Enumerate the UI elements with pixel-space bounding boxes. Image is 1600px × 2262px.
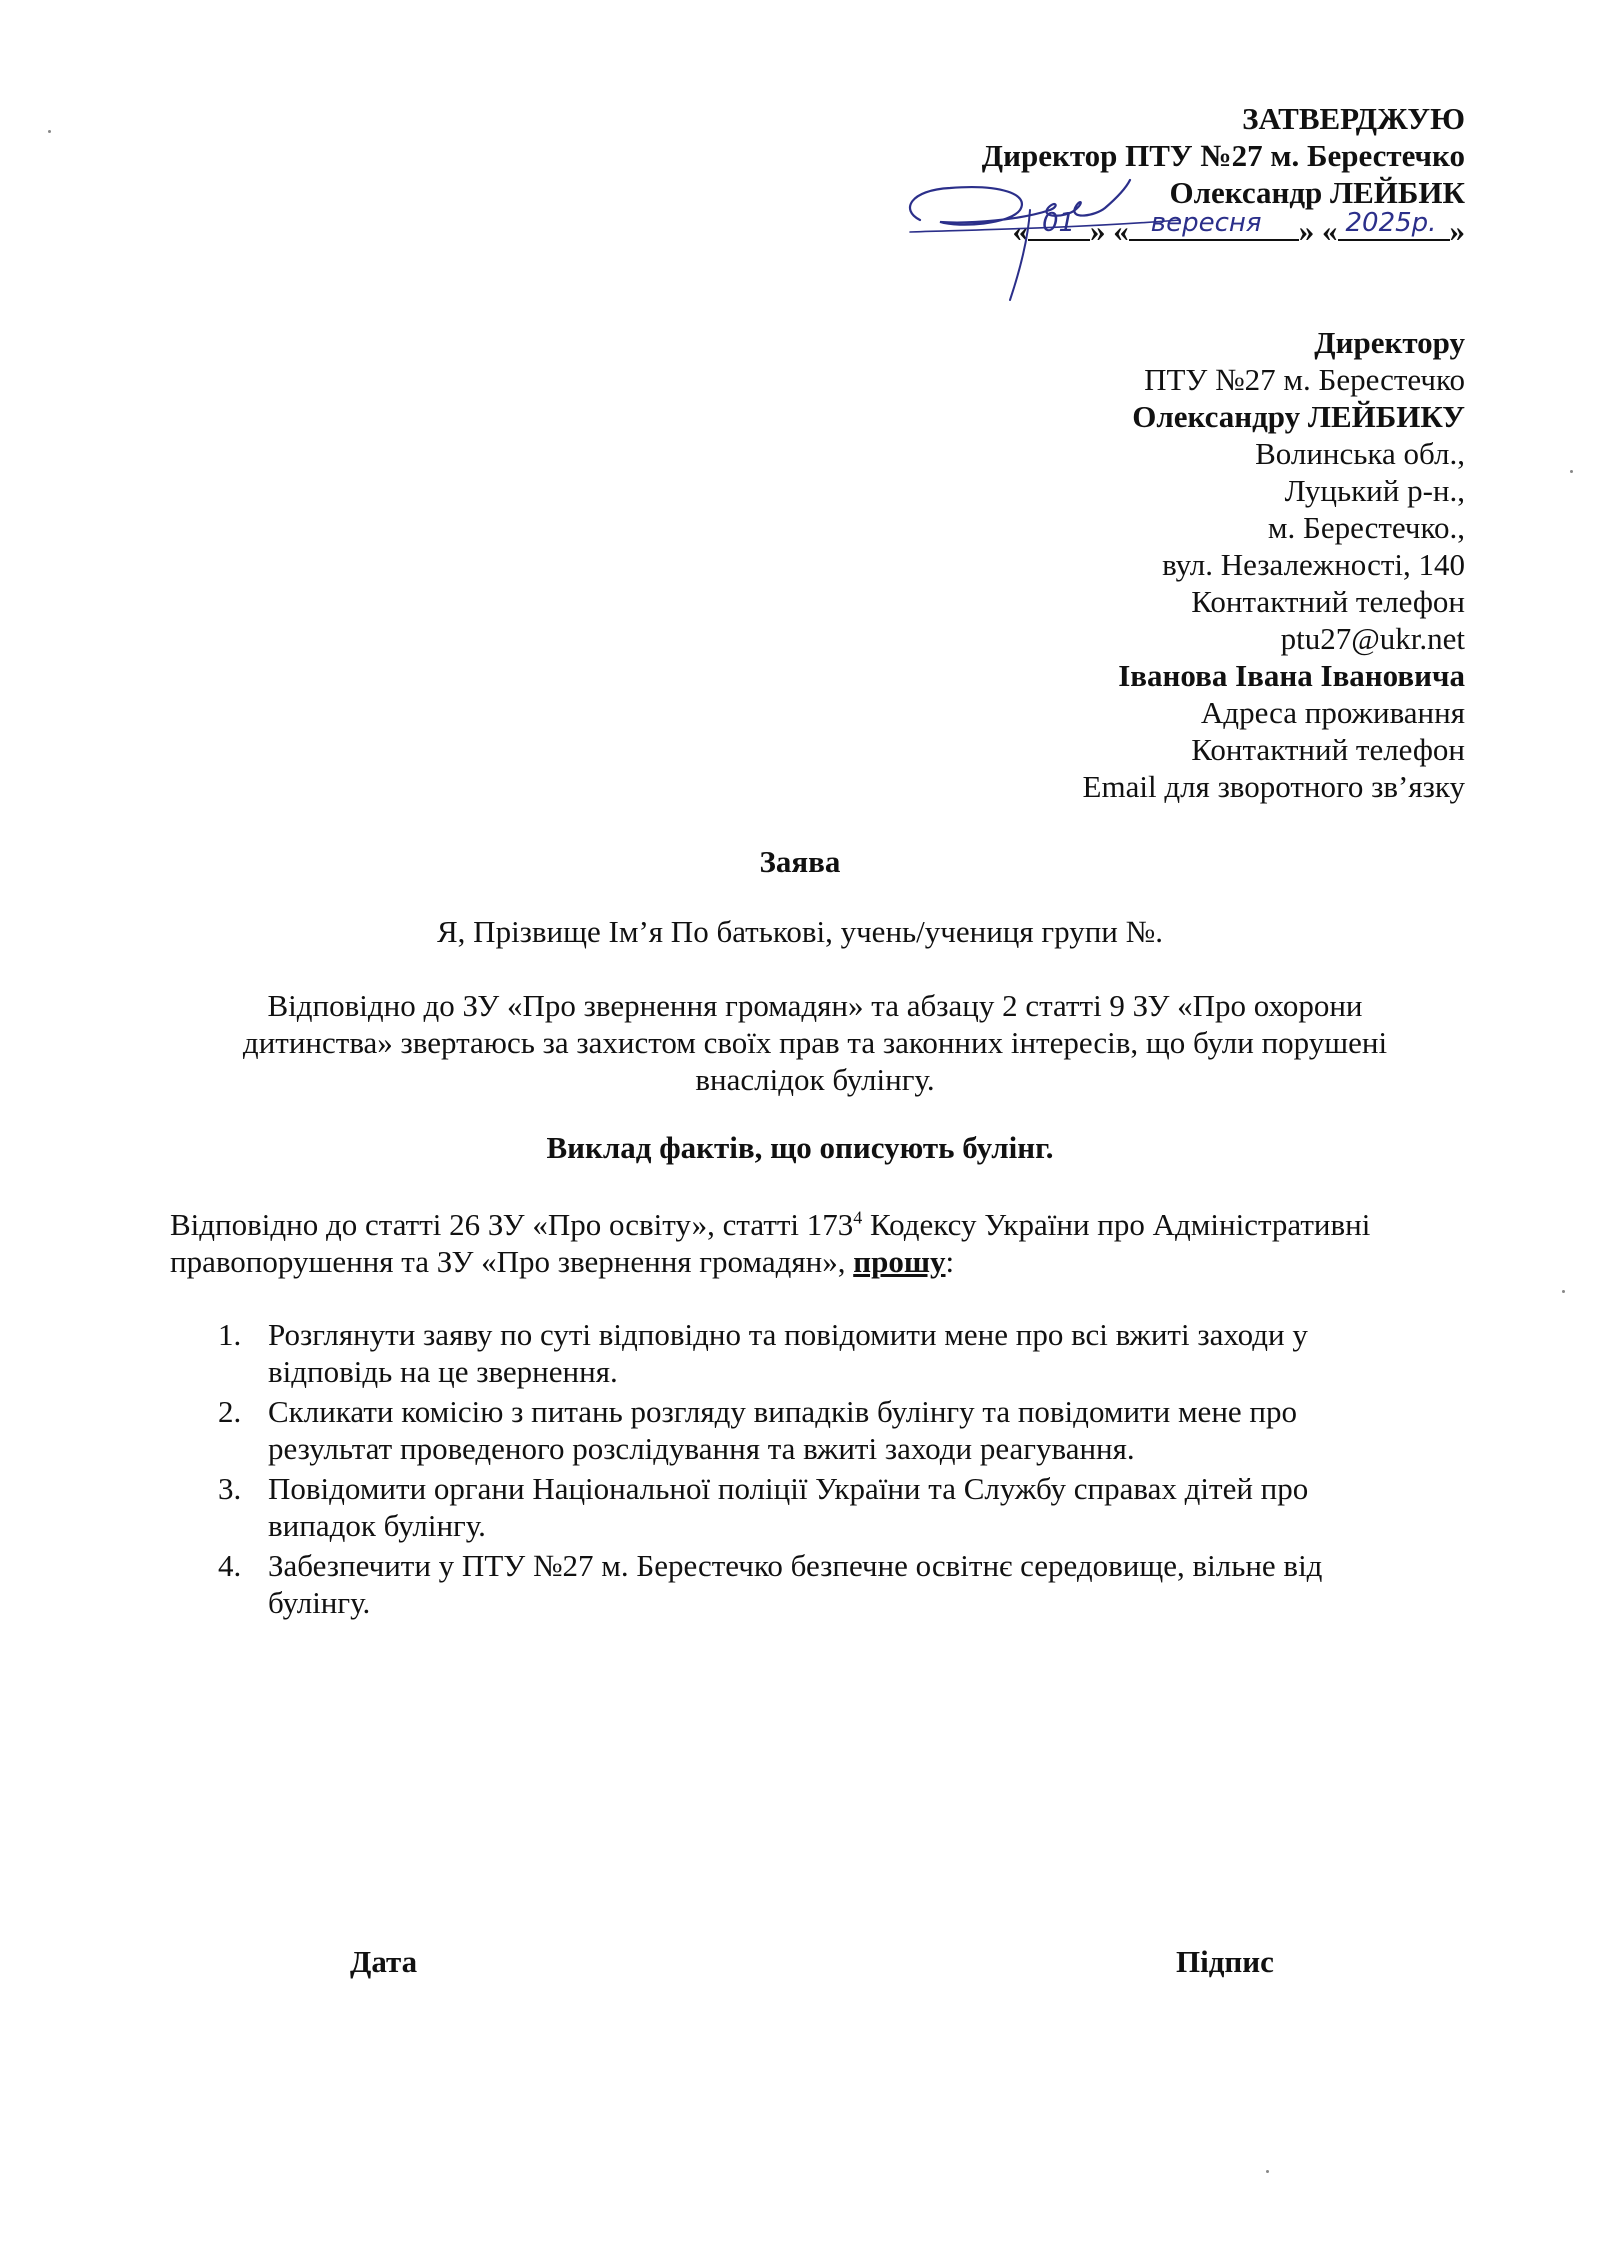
request-paragraph: Відповідно до статті 26 ЗУ «Про освіту», статті $173^4$ Кодексу України про Адміністративні правопорушення та ЗУ «Про звернення громадян», прошу: [170, 1207, 1371, 1279]
scan-speck [1266, 2170, 1269, 2173]
list-item: 3. Повідомити органи Національної поліції України та Службу справах дітей про випадок булінгу. [218, 1471, 1309, 1543]
scan-speck [1562, 1290, 1565, 1293]
date-year-blank [1338, 208, 1450, 241]
address-street: вул. Незалежності, 140 [1162, 547, 1465, 582]
from-address: Адреса проживання [1200, 695, 1465, 730]
approval-name: Олександр ЛЕЙБИК [1169, 175, 1465, 210]
address-district: Луцький р-н., [1284, 473, 1465, 508]
to-title: Директору [1314, 325, 1465, 360]
approval-position: Директор ПТУ №27 м. Берестечко [981, 138, 1465, 173]
article-superscript: 4 [853, 1207, 863, 1228]
handwritten-year: 2025р. [1345, 208, 1437, 238]
from-email: Email для зворотного зв’язку [1082, 769, 1465, 804]
from-phone: Контактний телефон [1191, 732, 1465, 767]
to-org: ПТУ №27 м. Берестечко [1144, 362, 1465, 397]
handwritten-day: 01 [1042, 208, 1076, 238]
date-label: Дата [350, 1944, 418, 1979]
address-city: м. Берестечко., [1267, 510, 1465, 545]
signature-scribble-icon [880, 150, 1210, 310]
document-title: Заява [759, 844, 841, 879]
intro-line: Я, Прізвище Ім’я По батькові, учень/учениця групи №. [437, 914, 1163, 949]
handwritten-month: вересня [1150, 208, 1262, 238]
scan-speck [48, 130, 51, 133]
addressee-block [1083, 324, 1465, 805]
request-keyword: прошу [853, 1244, 946, 1279]
request-list [218, 1316, 1398, 1624]
address-region: Волинська обл., [1255, 436, 1465, 471]
list-item: 4. Забезпечити у ПТУ №27 м. Берестечко безпечне освітнє середовище, вільне від булінгу. [218, 1548, 1323, 1620]
from-name: Іванова Івана Івановича [1118, 658, 1465, 693]
org-email: ptu27@ukr.net [1280, 621, 1465, 656]
approval-date-line: « 01 » « вересня » « 2025р. » [982, 211, 1465, 249]
list-item: 2. Скликати комісію з питань розгляду випадків булінгу та повідомити мене про результат проведеного розслідування та вжиті заходи реагування. [218, 1394, 1298, 1466]
main-paragraph: Відповідно до ЗУ «Про звернення громадян» та абзацу 2 статті 9 ЗУ «Про охорони дитинства» звертаюсь за захистом своїх прав та законних інтересів, що були порушені внаслідок булінгу. [242, 988, 1388, 1097]
facts-subtitle: Виклад фактів, що описують булінг. [546, 1130, 1054, 1165]
list-item: 1. Розглянути заяву по суті відповідно та повідомити мене про всі вжиті заходи у відповідь на це звернення. [218, 1317, 1308, 1389]
to-name: Олександру ЛЕЙБИКУ [1132, 399, 1465, 434]
org-contact-phone: Контактний телефон [1191, 584, 1465, 619]
approval-heading: ЗАТВЕРДЖУЮ [1242, 101, 1465, 136]
signature-label: Підпис [1176, 1944, 1274, 1979]
scan-speck [1570, 470, 1573, 473]
